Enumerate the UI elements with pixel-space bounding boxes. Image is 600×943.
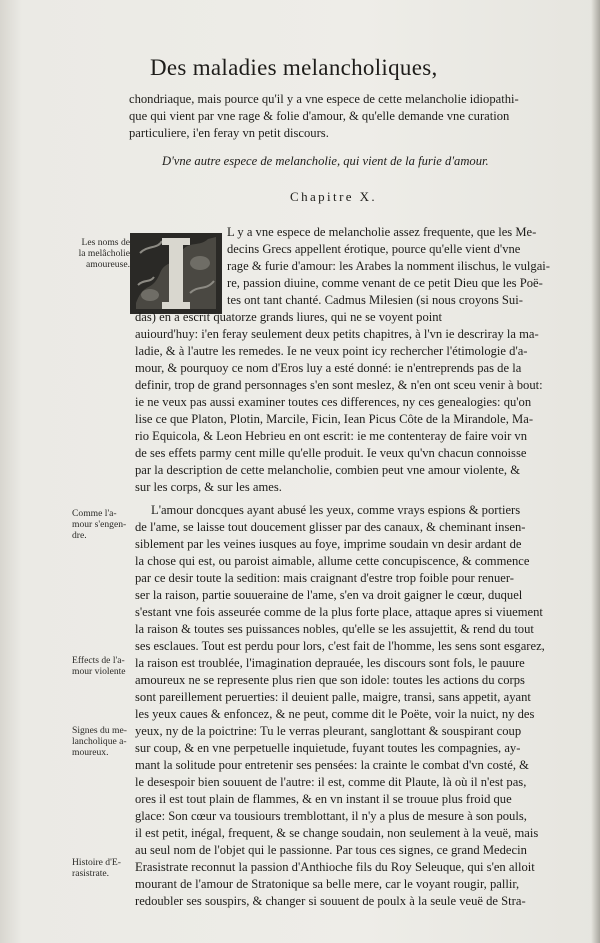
paragraph1-line: mour, & pourquoy ce nom d'Eros luy a esté donné: ie n'entreprends pas de la [135,361,522,375]
paragraph1-line: decins Grecs appellent érotique, pource qu'elle vient d'vne [227,242,521,256]
margin-note-line: Les noms de [81,237,130,248]
intro-line: particuliere, i'en feray vn petit discours. [129,126,329,140]
paragraph1-line: definir, trop de grand personnages s'en sont meslez, & n'en ont sceu venir à bout: [135,378,543,392]
paragraph2-line: siblement par les veines iusques au foye, imprime soudain vn desir ardant de [135,537,522,551]
paragraph2-line: yeux, ny de la poictrine: Tu le verras pleurant, sanglottant & souspirant coup [135,724,522,738]
margin-note-engendre [72,508,126,541]
margin-note-signes [72,725,127,758]
margin-note-line: rasistrate. [72,868,110,879]
margin-note-line: Effects de l'a- [72,655,125,666]
paragraph2-line: s'estant vne fois asseurée comme de la plus forte place, attaque apres si viuement [135,605,543,619]
paragraph2-line: sont pareillement peruerties: il deuient palle, maigre, transi, sans appetit, ayant [135,690,531,704]
paragraph2-line: L'amour doncques ayant abusé les yeux, comme vrays espions & portiers [151,503,521,517]
margin-note-line: Histoire d'E- [72,857,121,868]
paragraph1-line: lise ce que Platon, Plotin, Marcile, Ficin, Iean Picus Côte de la Mirandole, Ma- [135,412,534,426]
intro-line: que qui vient par vne rage & folie d'amour, & qu'elle demande vne curation [129,109,510,123]
paragraph2-line: mant la solitude pour entretenir ses pensées: la crainte le combat d'vn costé, & [135,758,529,772]
page-edge [591,0,600,943]
margin-note-histoire [72,857,121,879]
margin-note-line: la melâcholie [78,248,130,259]
paragraph2-line: ses esclaues. Tout est perdu pour lors, c'est fait de l'homme, les sens sont esgarez, [135,639,545,653]
drop-cap-letter: I [175,293,177,294]
paragraph2-line: ser la raison, partie souueraine de l'ame, s'en va droit gaigner le cœur, duquel [135,588,523,602]
paragraph1-line: tes ont tant chanté. Cadmus Milesien (si nous croyons Sui- [227,293,523,307]
paragraph2-line: les yeux caues & enfoncez, & ne peut, comme dit le Poëte, voir la nuict, ny des [135,707,535,721]
paragraph2-line: la raison est troublée, l'imagination deprauée, les discours sont fols, le pauure [135,656,525,670]
margin-note-line: dre. [72,530,87,541]
intro-line: chondriaque, mais pource qu'il y a vne espece de cette melancholie idiopathi- [129,92,519,106]
paragraph1-line: par la description de cette melancholie, combien peut vne amour violente, & [135,463,521,477]
margin-note-line: mour s'engen- [72,519,127,530]
paragraph1-line: auiourd'huy: i'en feray seulement deux petits chapitres, à l'vn ie descriray la ma- [135,327,539,341]
margin-note-line: moureux. [72,747,109,758]
paragraph1-line: das) en a escrit quatorze grands liures, qui ne se voyent point [135,310,443,324]
paragraph2-line: de l'ame, se laisse tout doucement glisser par des canaux, & cheminant insen- [135,520,526,534]
margin-note-line: mour violente [72,666,126,677]
paragraph2-line: au seul nom de l'objet qui le passionne. Par tous ces signes, ce grand Medecin [135,843,527,857]
paragraph1-line: sur les corps, & sur les ames. [135,480,282,494]
margin-note-effects [72,655,126,677]
paragraph2-line: ores il est tout plain de flammes, & en vn instant il se trouue plus froid que [135,792,512,806]
chapter-heading: Chapitre X. [290,189,378,204]
section-subtitle: D'vne autre espece de melancholie, qui vient de la furie d'amour. [162,154,489,168]
paragraph2-line: la chose qui est, ou paroist aimable, allume cette concupiscence, & commence [135,554,530,568]
paragraph2-line: mourant de l'amour de Stratonique sa belle mere, car le voyant rougir, pallir, [135,877,520,891]
margin-note-noms [64,237,130,270]
paragraph2-line: amoureux ne se represente plus rien que son idole: toutes les actions du corps [135,673,525,687]
margin-note-line: Comme l'a- [72,508,117,519]
paragraph2-line: il est petit, inégal, frequent, & se change soudain, non seulement à la veuë, mais [135,826,539,840]
paragraph1-line: de ses effets parmy cent mille qu'elle produit. Ie veux qu'vn chacun connoisse [135,446,527,460]
paragraph1-line: re, passion diuine, comme venant de ce petit Dieu que les Poë- [227,276,543,290]
paragraph2-line: par ce desir toute la sedition: mais craignant d'estre trop foible pour renuer- [135,571,514,585]
paragraph2-line: la raison & toutes ses puissances nobles, qu'elle se les assujettit, & rend du tout [135,622,534,636]
paragraph2-line: le desespoir bien souuent de l'autre: il est, comme dit Plaute, là où il n'est pas, [135,775,527,789]
paragraph2-line: redoubler ses souspirs, & changer si souuent de poulx à la seule veuë de Stra- [135,894,526,908]
paragraph2-line: sur coup, & en vne perpetuelle inquietude, fuyant toutes les compagnies, ay- [135,741,521,755]
paragraph2-line: glace: Son cœur va tousiours tremblottant, il n'y a plus de mesure à son pouls, [135,809,527,823]
paragraph1-line: L y a vne espece de melancholie assez frequente, que les Me- [227,225,537,239]
paragraph1-line: ladie, & à l'autre les remedes. Ie ne veux point icy rechercher l'étimologie d'a- [135,344,528,358]
running-head: Des maladies melancholiques, [150,55,438,80]
margin-note-line: lancholique a- [72,736,127,747]
paragraph1-line: ie ne veux pas aussi examiner toutes ces differences, ny ces genealogies: qu'on [135,395,532,409]
paragraph2-line: Erasistrate reconnut la passion d'Anthioche fils du Roy Seleuque, qui s'en alloit [135,860,535,874]
drop-cap-illustration [130,233,222,314]
margin-note-line: amoureuse. [86,259,130,270]
margin-note-line: Signes du me- [72,725,127,736]
paragraph1-line: rage & furie d'amour: les Arabes la nomment ilischus, le vulgai- [227,259,550,273]
paragraph1-line: rio Equicola, & Leon Hebrieu en ont escrit: ie me contenteray de faire voir vn [135,429,528,443]
drop-cap-ornament [130,233,222,314]
